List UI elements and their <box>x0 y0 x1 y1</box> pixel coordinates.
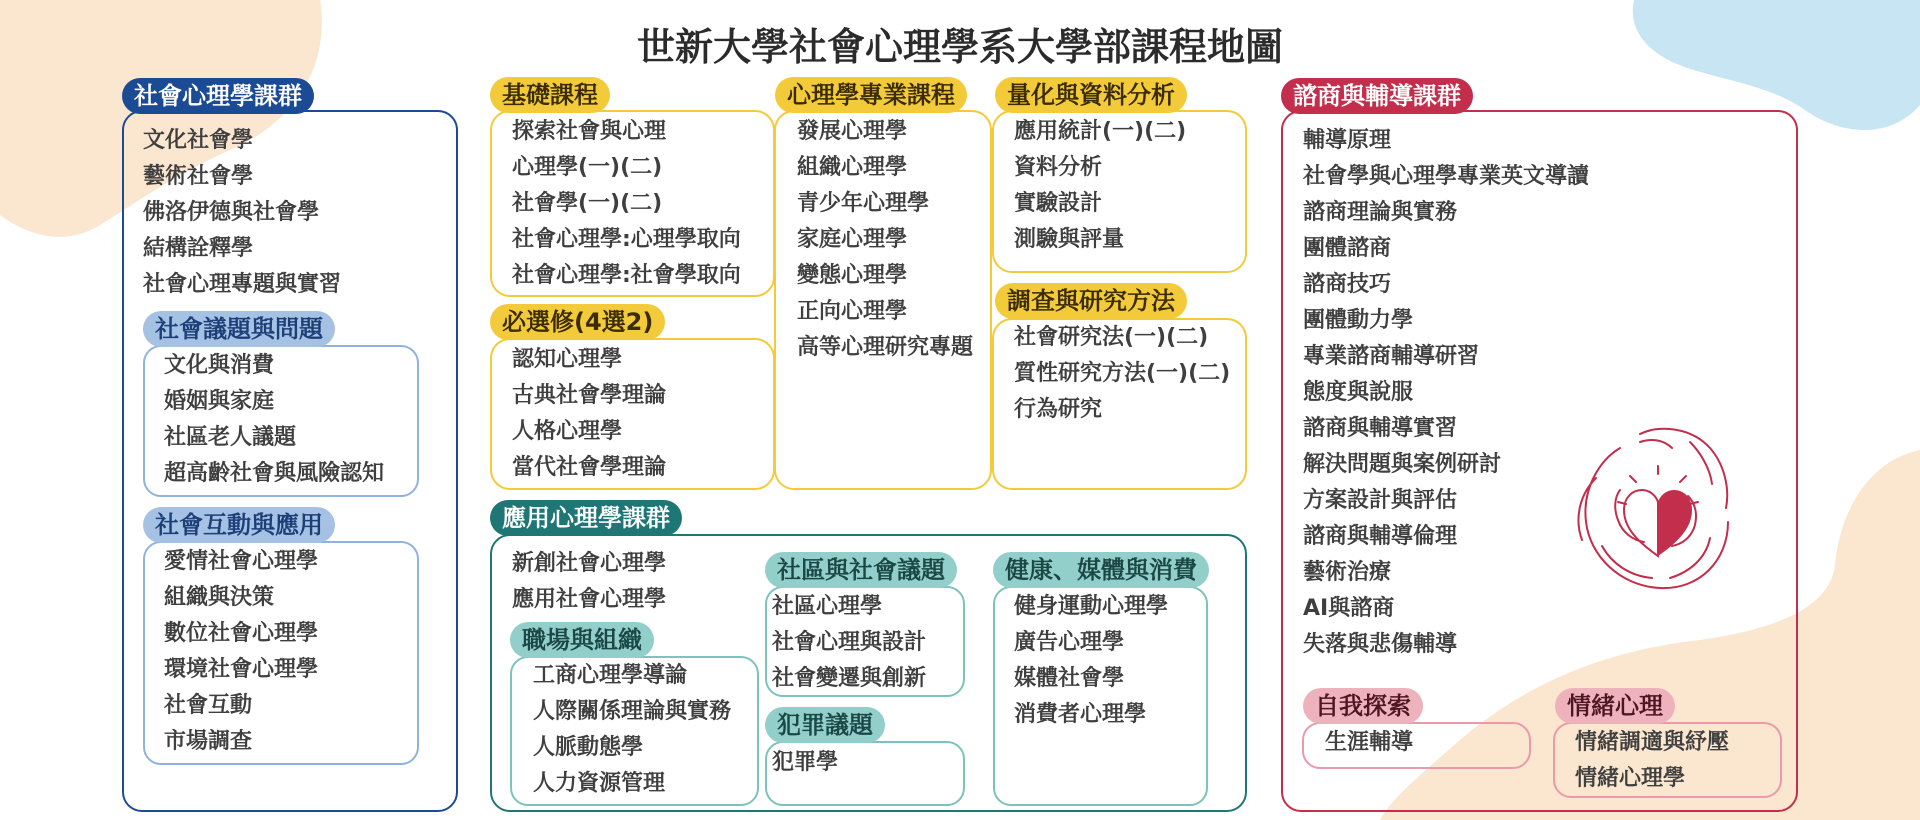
course-item: 組織心理學 <box>797 155 908 180</box>
course-item: 生涯輔導 <box>1325 730 1414 755</box>
self-exploration-tag: 自我探索 <box>1303 688 1423 724</box>
psychology-professional-tag: 心理學專業課程 <box>775 77 967 113</box>
applied-psychology-tag: 應用心理學課群 <box>490 500 682 536</box>
course-item: 認知心理學 <box>512 347 623 372</box>
community-tag: 社區與社會議題 <box>765 552 957 588</box>
quantitative-tag: 量化與資料分析 <box>995 77 1187 113</box>
community-list <box>772 589 926 697</box>
foundation-tag: 基礎課程 <box>490 77 610 113</box>
self-exploration-list <box>1325 725 1413 761</box>
course-item: 人脈動態學 <box>533 735 644 760</box>
course-item: 社區心理學 <box>772 594 883 619</box>
course-item: 社會心理專題與實習 <box>143 272 342 297</box>
required-electives-list <box>512 342 666 486</box>
course-item: 社區老人議題 <box>164 425 297 450</box>
course-item: 社會心理與設計 <box>772 630 927 655</box>
health-media-tag: 健康、媒體與消費 <box>993 552 1209 588</box>
social-psychology-list <box>143 123 341 303</box>
course-item: 當代社會學理論 <box>512 455 667 480</box>
course-item: 團體諮商 <box>1303 236 1392 261</box>
course-item: 失落與悲傷輔導 <box>1303 632 1458 657</box>
course-item: 健身運動心理學 <box>1014 594 1169 619</box>
workplace-tag: 職場與組織 <box>510 622 654 658</box>
course-item: 解決問題與案例研討 <box>1303 452 1502 477</box>
applied-psychology-list <box>512 546 666 618</box>
course-item: 人際關係理論與實務 <box>533 699 732 724</box>
course-item: 方案設計與評估 <box>1303 488 1458 513</box>
course-item: 情緒調適與紓壓 <box>1575 730 1730 755</box>
course-item: 社會學(一)(二) <box>512 191 663 216</box>
psychology-professional-list <box>797 114 973 366</box>
course-item: 諮商與輔導實習 <box>1303 416 1458 441</box>
course-item: 應用統計(一)(二) <box>1014 119 1187 144</box>
course-item: 佛洛伊德與社會學 <box>143 200 320 225</box>
course-item: 心理學(一)(二) <box>512 155 663 180</box>
course-item: 文化社會學 <box>143 128 254 153</box>
course-item: 藝術治療 <box>1303 560 1392 585</box>
quantitative-list <box>1014 114 1186 258</box>
course-item: 社會變遷與創新 <box>772 666 927 691</box>
course-item: 超高齡社會與風險認知 <box>164 461 385 486</box>
foundation-list <box>512 114 741 294</box>
course-item: 團體動力學 <box>1303 308 1414 333</box>
course-item: AI與諮商 <box>1303 596 1395 621</box>
course-item: 人格心理學 <box>512 419 623 444</box>
research-methods-list <box>1014 320 1230 428</box>
course-item: 人力資源管理 <box>533 771 666 796</box>
course-item: 諮商理論與實務 <box>1303 200 1458 225</box>
social-issues-tag: 社會議題與問題 <box>143 311 335 347</box>
course-item: 高等心理研究專題 <box>797 335 974 360</box>
course-item: 犯罪學 <box>772 750 839 775</box>
course-item: 資料分析 <box>1014 155 1103 180</box>
course-item: 專業諮商輔導研習 <box>1303 344 1480 369</box>
course-item: 社會心理學:心理學取向 <box>512 227 741 252</box>
social-issues-list <box>164 348 384 492</box>
course-item: 數位社會心理學 <box>164 621 319 646</box>
course-item: 市場調查 <box>164 729 253 754</box>
course-item: 正向心理學 <box>797 299 908 324</box>
emotion-list <box>1575 725 1729 797</box>
course-item: 社會心理學:社會學取向 <box>512 263 741 288</box>
course-item: 測驗與評量 <box>1014 227 1125 252</box>
course-item: 社會互動 <box>164 693 253 718</box>
course-item: 諮商與輔導倫理 <box>1303 524 1458 549</box>
counseling-tag: 諮商與輔導課群 <box>1281 78 1473 114</box>
health-media-list <box>1014 589 1168 733</box>
course-item: 態度與說服 <box>1303 380 1414 405</box>
course-item: 情緒心理學 <box>1575 766 1686 791</box>
course-item: 組織與決策 <box>164 585 275 610</box>
hands-heart-icon <box>1560 418 1740 598</box>
social-interaction-tag: 社會互動與應用 <box>143 507 335 543</box>
page-title: 世新大學社會心理學系大學部課程地圖 <box>636 25 1283 69</box>
course-item: 青少年心理學 <box>797 191 930 216</box>
workplace-list <box>533 658 731 802</box>
course-item: 結構詮釋學 <box>143 236 254 261</box>
course-item: 質性研究方法(一)(二) <box>1014 361 1231 386</box>
course-item: 行為研究 <box>1014 397 1103 422</box>
course-item: 愛情社會心理學 <box>164 549 319 574</box>
course-item: 消費者心理學 <box>1014 702 1147 727</box>
course-item: 實驗設計 <box>1014 191 1103 216</box>
social-psychology-tag: 社會心理學課群 <box>122 78 314 114</box>
crime-list <box>772 745 838 781</box>
research-methods-tag: 調查與研究方法 <box>995 283 1187 319</box>
course-item: 社會學與心理學專業英文導讀 <box>1303 164 1590 189</box>
course-item: 媒體社會學 <box>1014 666 1125 691</box>
course-item: 社會研究法(一)(二) <box>1014 325 1209 350</box>
course-item: 古典社會學理論 <box>512 383 667 408</box>
course-item: 家庭心理學 <box>797 227 908 252</box>
course-item: 輔導原理 <box>1303 128 1392 153</box>
course-item: 諮商技巧 <box>1303 272 1392 297</box>
course-item: 環境社會心理學 <box>164 657 319 682</box>
emotion-tag: 情緒心理 <box>1555 688 1675 724</box>
course-item: 發展心理學 <box>797 119 908 144</box>
course-item: 廣告心理學 <box>1014 630 1125 655</box>
course-item: 應用社會心理學 <box>512 587 667 612</box>
counseling-list <box>1303 123 1589 663</box>
course-item: 新創社會心理學 <box>512 551 667 576</box>
course-item: 工商心理學導論 <box>533 663 688 688</box>
course-item: 探索社會與心理 <box>512 119 667 144</box>
required-electives-tag: 必選修(4選2) <box>490 304 665 340</box>
course-item: 變態心理學 <box>797 263 908 288</box>
crime-tag: 犯罪議題 <box>765 707 885 743</box>
course-item: 藝術社會學 <box>143 164 254 189</box>
course-item: 婚姻與家庭 <box>164 389 275 414</box>
social-interaction-list <box>164 544 318 760</box>
course-item: 文化與消費 <box>164 353 275 378</box>
